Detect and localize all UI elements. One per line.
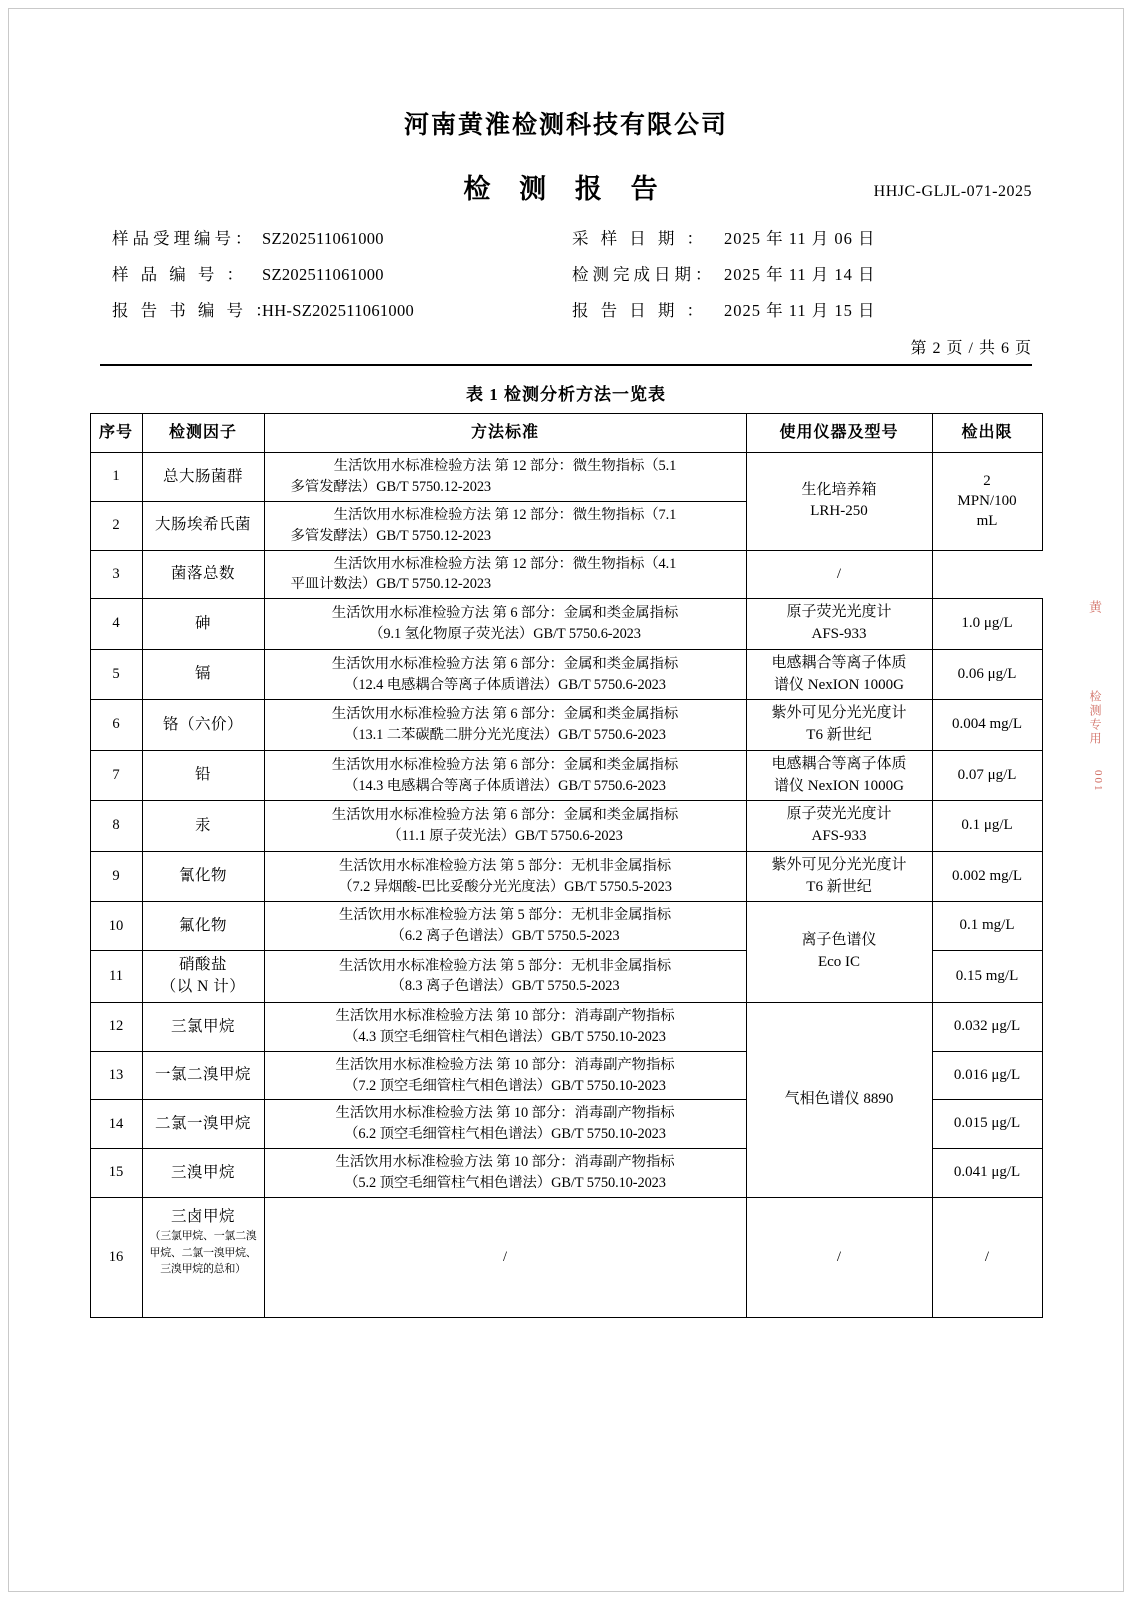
cell-instrument (746, 801, 932, 852)
method-line-1: 生活饮用水标准检验方法 第 6 部分：金属和类金属指标 (331, 706, 679, 723)
company-title: 河南黄淮检测科技有限公司 (403, 112, 728, 139)
instrument-line-2: 谱仪 NexION 1000G (774, 676, 904, 693)
sampling-date-value: 2025 年 11 月 06 日 (724, 229, 876, 248)
lod-line-1: 2 (983, 472, 991, 489)
cell-method (264, 550, 746, 599)
report-no-label: 报 告 书 编 号 ： (112, 301, 276, 320)
cell-instrument (746, 453, 932, 551)
cell-no: 5 (90, 649, 142, 700)
cell-lod: 0.004 mg/L (932, 700, 1042, 751)
cell-instrument (746, 649, 932, 700)
stamp-mark-1: 黄 (1087, 600, 1102, 615)
report-date-value: 2025 年 11 月 15 日 (724, 301, 876, 320)
method-line-2: （7.2 顶空毛细管柱气相色谱法）GB/T 5750.10-2023 (344, 1077, 666, 1094)
method-line-1: 生活饮用水标准检验方法 第 6 部分：金属和类金属指标 (331, 655, 679, 672)
cell-no: 16 (90, 1197, 142, 1317)
method-line-2: 多管发酵法）GB/T 5750.12-2023 (290, 478, 492, 495)
method-line-2: （8.3 离子色谱法）GB/T 5750.5-2023 (390, 978, 620, 995)
column-header-method: 方法标准 (264, 414, 746, 453)
cell-lod: / (932, 1197, 1042, 1317)
factor-name: 三卤甲烷 (170, 1207, 235, 1225)
method-line-2: （6.2 顶空毛细管柱气相色谱法）GB/T 5750.10-2023 (344, 1126, 666, 1143)
cell-method (264, 1100, 746, 1149)
cell-method (264, 453, 746, 502)
instrument-line-2: Eco IC (817, 954, 861, 971)
instrument-line-1: 生化培养箱 (801, 481, 877, 498)
cell-no: 4 (90, 599, 142, 650)
cell-method (264, 1051, 746, 1100)
instrument-line-2: AFS-933 (811, 828, 867, 844)
report-no-value: HH-SZ202511061000 (262, 301, 415, 320)
method-line-1: 生活饮用水标准检验方法 第 12 部分：微生物指标（5.1 (333, 458, 677, 474)
method-line-2: （6.2 离子色谱法）GB/T 5750.5-2023 (390, 928, 620, 945)
factor-name: 硝酸盐 (178, 956, 227, 973)
cell-factor: 氰化物 (142, 851, 264, 902)
instrument-line-1: 紫外可见分光光度计 (771, 856, 907, 873)
cell-instrument (746, 700, 932, 751)
table-row (90, 750, 1042, 801)
table-row (90, 1197, 1042, 1317)
method-line-2: 多管发酵法）GB/T 5750.12-2023 (290, 527, 492, 544)
cell-factor: 三溴甲烷 (142, 1149, 264, 1198)
cell-method (264, 599, 746, 650)
instrument-line-2: T6 新世纪 (806, 878, 872, 895)
cell-no: 15 (90, 1149, 142, 1198)
cell-lod: 0.032 μg/L (932, 1002, 1042, 1051)
report-meta (0, 225, 1132, 321)
table-row (90, 851, 1042, 902)
cell-instrument (746, 750, 932, 801)
cell-no: 14 (90, 1100, 142, 1149)
method-line-2: （4.3 顶空毛细管柱气相色谱法）GB/T 5750.10-2023 (344, 1028, 666, 1045)
instrument-line-2: T6 新世纪 (806, 727, 872, 743)
method-line-1: 生活饮用水标准检验方法 第 6 部分：金属和类金属指标 (331, 807, 679, 824)
report-code: HHJC-GLJL-071-2025 (873, 183, 1032, 200)
stamp-mark-3: 001 (1092, 770, 1104, 793)
cell-method (264, 951, 746, 1003)
method-line-2: 平皿计数法）GB/T 5750.12-2023 (290, 576, 492, 593)
instrument-line-2: LRH-250 (810, 503, 868, 520)
cell-lod (932, 453, 1042, 551)
report-title: 检 测 报 告 (463, 174, 669, 204)
cell-factor: 菌落总数 (142, 550, 264, 599)
cell-factor: 总大肠菌群 (142, 453, 264, 502)
cell-no: 7 (90, 750, 142, 801)
meta-row (112, 225, 1020, 249)
instrument-line-1: 电感耦合等离子体质 (771, 755, 907, 772)
method-line-1: 生活饮用水标准检验方法 第 5 部分：无机非金属指标 (339, 857, 671, 874)
cell-instrument (746, 851, 932, 902)
method-line-2: （7.2 异烟酸-巴比妥酸分光光度法）GB/T 5750.5-2023 (338, 878, 672, 895)
cell-method (264, 750, 746, 801)
table-row (90, 700, 1042, 751)
cell-method (264, 700, 746, 751)
table-row (90, 599, 1042, 650)
cell-no: 8 (90, 801, 142, 852)
cell-lod: 0.15 mg/L (932, 951, 1042, 1003)
cell-no: 9 (90, 851, 142, 902)
cell-method (264, 1149, 746, 1198)
cell-factor: 一氯二溴甲烷 (142, 1051, 264, 1100)
cell-lod: / (746, 550, 932, 599)
cell-lod: 0.1 μg/L (932, 801, 1042, 852)
cell-instrument (746, 599, 932, 650)
method-line-2: （5.2 顶空毛细管柱气相色谱法）GB/T 5750.10-2023 (344, 1175, 666, 1192)
instrument-line-1: 原子荧光光度计 (786, 806, 892, 823)
cell-method (264, 649, 746, 700)
cell-lod: 0.015 μg/L (932, 1100, 1042, 1149)
table-caption: 表 1 检测分析方法一览表 (466, 385, 666, 404)
method-line-2: （13.1 二苯碳酰二肼分光光度法）GB/T 5750.6-2023 (344, 727, 666, 743)
cell-lod: 0.041 μg/L (932, 1149, 1042, 1198)
sample-accept-no-value: SZ202511061000 (262, 229, 384, 248)
table-row (90, 453, 1042, 502)
sample-no-label: 样 品 编 号 ： (112, 265, 247, 284)
cell-no: 2 (90, 501, 142, 550)
cell-factor (142, 951, 264, 1003)
cell-lod: 0.016 μg/L (932, 1051, 1042, 1100)
instrument-line-1: 紫外可见分光光度计 (771, 705, 907, 722)
cell-instrument (746, 902, 932, 1003)
instrument-line-1: 原子荧光光度计 (786, 604, 892, 621)
column-header-factor: 检测因子 (142, 414, 264, 453)
instrument-line-1: 离子色谱仪 (801, 932, 877, 949)
cell-method (264, 801, 746, 852)
cell-method (264, 902, 746, 951)
cell-factor: 二氯一溴甲烷 (142, 1100, 264, 1149)
cell-lod: 0.07 μg/L (932, 750, 1042, 801)
report-date-label: 报 告 日 期 ： (572, 301, 707, 320)
method-table (90, 413, 1043, 1318)
instrument-line-1: 气相色谱仪 8890 (784, 1091, 894, 1108)
cell-method (264, 851, 746, 902)
method-line-2: （9.1 氢化物原子荧光法）GB/T 5750.6-2023 (369, 626, 641, 642)
table-row (90, 550, 1042, 599)
method-line-1: 生活饮用水标准检验方法 第 10 部分：消毒副产物指标 (335, 1056, 675, 1073)
cell-lod: 1.0 μg/L (932, 599, 1042, 650)
cell-no: 10 (90, 902, 142, 951)
cell-no: 3 (90, 550, 142, 599)
lod-line-2: MPN/100 (957, 493, 1017, 510)
instrument-line-2: AFS-933 (811, 626, 867, 642)
instrument-line-2: 谱仪 NexION 1000G (774, 777, 904, 794)
method-line-1: 生活饮用水标准检验方法 第 10 部分：消毒副产物指标 (335, 1105, 675, 1122)
sample-no-value: SZ202511061000 (262, 265, 384, 284)
cell-instrument: / (746, 1197, 932, 1317)
method-line-2: （11.1 原子荧光法）GB/T 5750.6-2023 (387, 828, 623, 844)
stamp-mark-2: 检测专用 (1088, 690, 1102, 746)
sampling-date-label: 采 样 日 期 ： (572, 229, 707, 248)
method-line-1: 生活饮用水标准检验方法 第 6 部分：金属和类金属指标 (331, 605, 679, 622)
method-line-1: 生活饮用水标准检验方法 第 6 部分：金属和类金属指标 (331, 756, 679, 773)
column-header-lod: 检出限 (932, 414, 1042, 453)
column-header-no: 序号 (90, 414, 142, 453)
cell-lod: 0.1 mg/L (932, 902, 1042, 951)
page-number: 第 2 页 / 共 6 页 (910, 340, 1032, 357)
table-row (90, 801, 1042, 852)
cell-no: 6 (90, 700, 142, 751)
column-header-instrument: 使用仪器及型号 (746, 414, 932, 453)
cell-no: 12 (90, 1002, 142, 1051)
cell-factor (142, 1197, 264, 1317)
meta-row (112, 297, 1020, 321)
cell-factor: 砷 (142, 599, 264, 650)
factor-subnote: （以 N 计） (160, 978, 246, 996)
cell-method (264, 501, 746, 550)
method-line-2: （14.3 电感耦合等离子体质谱法）GB/T 5750.6-2023 (344, 777, 666, 794)
cell-no: 1 (90, 453, 142, 502)
cell-lod: 0.06 μg/L (932, 649, 1042, 700)
cell-lod: 0.002 mg/L (932, 851, 1042, 902)
factor-subnote: （三氯甲烷、一氯二溴甲烷、二氯一溴甲烷、三溴甲烷的总和） (149, 1230, 257, 1276)
lod-line-3: mL (976, 513, 998, 530)
table-row (90, 1002, 1042, 1051)
report-title-row (0, 167, 1132, 207)
cell-factor: 铬（六价） (142, 700, 264, 751)
instrument-line-1: 电感耦合等离子体质 (771, 654, 907, 671)
test-finish-date-value: 2025 年 11 月 14 日 (724, 265, 876, 284)
cell-method (264, 1002, 746, 1051)
method-line-1: 生活饮用水标准检验方法 第 12 部分：微生物指标（7.1 (333, 506, 677, 523)
method-line-1: 生活饮用水标准检验方法 第 10 部分：消毒副产物指标 (335, 1007, 675, 1024)
cell-no: 11 (90, 951, 142, 1003)
cell-no: 13 (90, 1051, 142, 1100)
test-finish-date-label: 检测完成日期： (572, 265, 716, 284)
cell-instrument (746, 1002, 932, 1197)
cell-factor: 汞 (142, 801, 264, 852)
sample-accept-no-label: 样品受理编号： (112, 229, 256, 248)
meta-row (112, 261, 1020, 285)
cell-factor: 氟化物 (142, 902, 264, 951)
method-line-1: 生活饮用水标准检验方法 第 5 部分：无机非金属指标 (339, 957, 671, 974)
cell-factor: 大肠埃希氏菌 (142, 501, 264, 550)
method-line-2: （12.4 电感耦合等离子体质谱法）GB/T 5750.6-2023 (344, 676, 666, 693)
cell-factor: 三氯甲烷 (142, 1002, 264, 1051)
header-divider (100, 364, 1032, 366)
method-line-1: 生活饮用水标准检验方法 第 10 部分：消毒副产物指标 (335, 1154, 675, 1171)
table-row (90, 902, 1042, 951)
method-line-1: 生活饮用水标准检验方法 第 12 部分：微生物指标（4.1 (333, 555, 677, 572)
method-line-1: 生活饮用水标准检验方法 第 5 部分：无机非金属指标 (339, 907, 671, 924)
table-row (90, 649, 1042, 700)
table-header-row (90, 414, 1042, 453)
cell-factor: 镉 (142, 649, 264, 700)
cell-method: / (264, 1197, 746, 1317)
cell-factor: 铅 (142, 750, 264, 801)
